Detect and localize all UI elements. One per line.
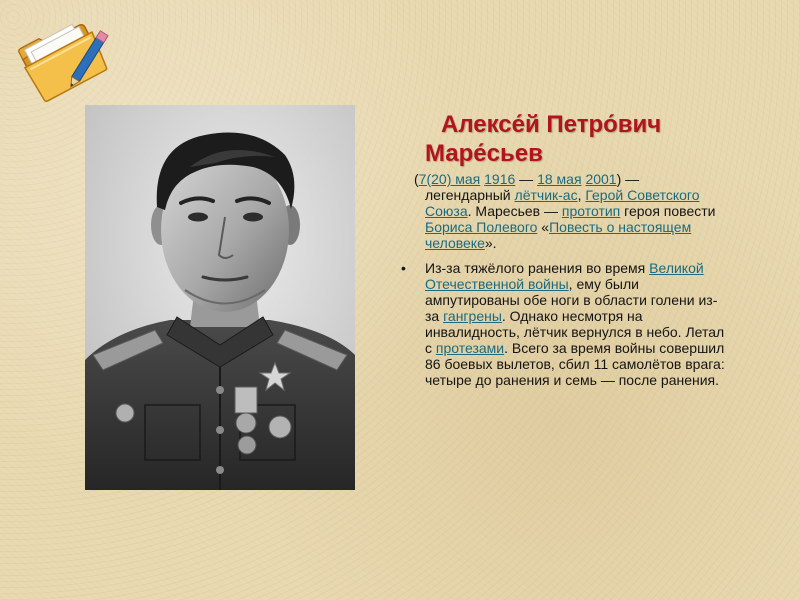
text-fragment: . Однако несмотря на инвалидность, лётчик вернулся в небо. Летал с (425, 308, 725, 356)
link-prototype[interactable]: прототип (561, 203, 621, 219)
text-fragment: ) — легендарный (425, 171, 640, 203)
text-fragment: , (577, 187, 586, 203)
text-fragment: , ему были ампутированы обе ноги в области голени из-за (425, 276, 718, 324)
title-line-2: Маре́сьев (425, 140, 543, 167)
link-prostheses[interactable]: протезами (435, 340, 505, 356)
link-hero-soviet-union[interactable]: Герой Советского Союза (425, 187, 700, 219)
text-fragment: — (515, 171, 538, 187)
text-fragment: героя повести (620, 203, 716, 219)
title-line-1: Алексе́й Петро́вич (441, 111, 662, 138)
text-fragment: . Маресьев — (467, 203, 562, 219)
folder-pencil-icon (10, 10, 120, 105)
text-fragment: ( (414, 171, 419, 187)
link-pilot-ace[interactable]: лётчик-ас (514, 187, 578, 203)
facts-list (401, 260, 725, 388)
list-item (401, 260, 725, 388)
link-boris-polevoy[interactable]: Бориса Полевого (425, 219, 538, 235)
link-gangrene[interactable]: гангрены (443, 308, 502, 324)
text-fragment: . Всего за время войны совершил 86 боевых вылетов, сбил 11 самолётов врага: четыре до ранения и семь — после ранения. (425, 340, 725, 388)
link-death-day[interactable]: 18 мая (537, 171, 582, 187)
link-death-year[interactable]: 2001 (585, 171, 617, 187)
link-story-real-man[interactable]: Повесть о настоящем человеке (425, 219, 692, 251)
link-birth-year[interactable]: 1916 (484, 171, 516, 187)
article-content (401, 171, 725, 388)
text-fragment: Из-за тяжёлого ранения во время (425, 260, 650, 276)
bullet-icon: • (401, 260, 406, 276)
link-great-patriotic-war[interactable]: Великой Отечественной войны (425, 260, 704, 292)
text-fragment: ». (484, 235, 497, 251)
page-title (425, 110, 755, 168)
bio-paragraph (414, 171, 725, 251)
link-birth-day[interactable]: 7(20) мая (418, 171, 481, 187)
portrait-photo (85, 105, 355, 490)
text-fragment: « (537, 219, 550, 235)
